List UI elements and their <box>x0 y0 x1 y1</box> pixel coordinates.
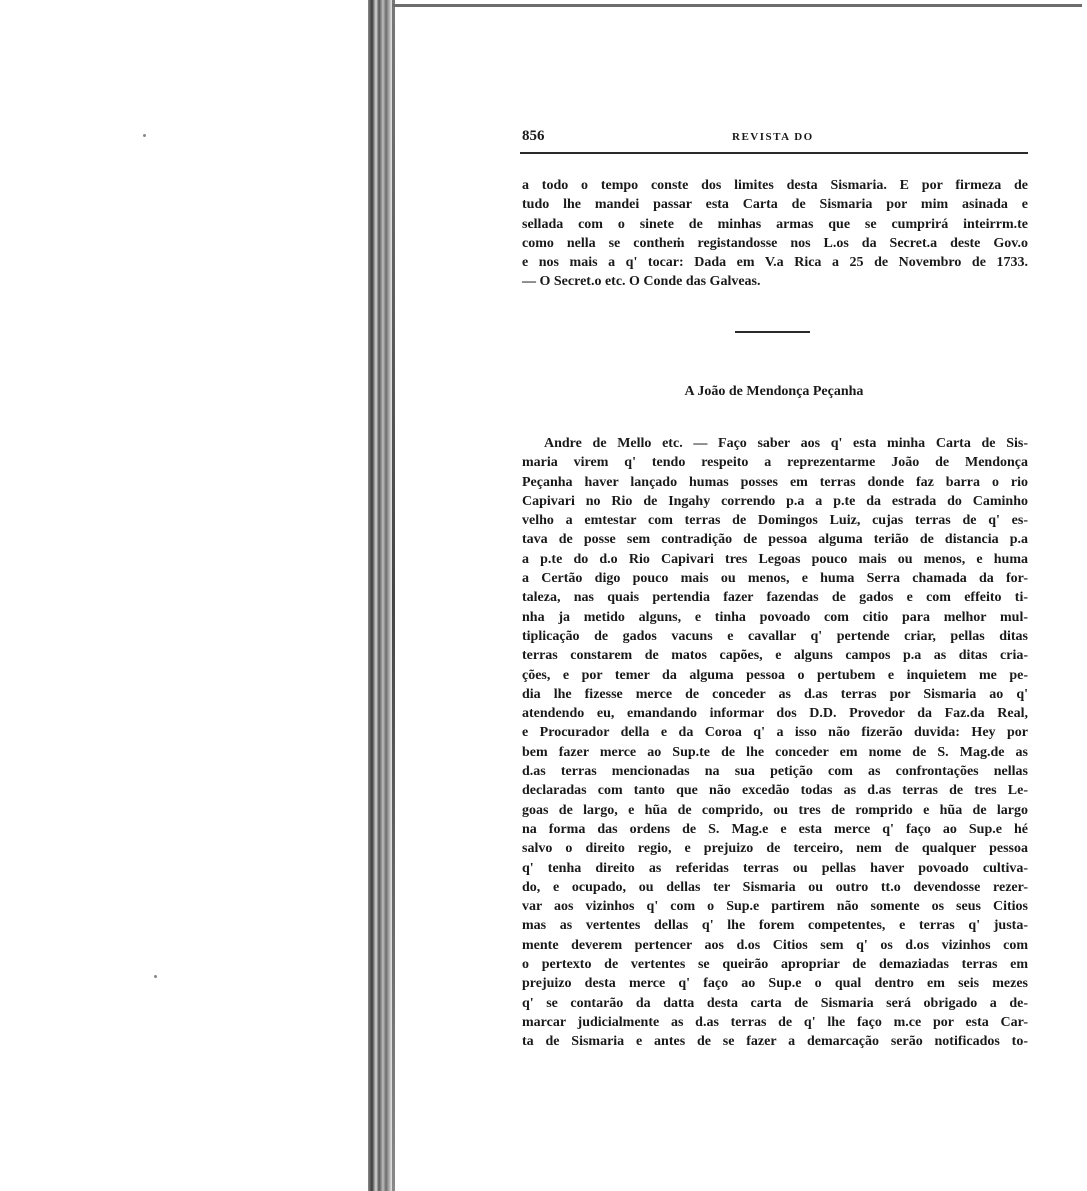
text-line: var aos vizinhos q' com o Sup.e partirem não somente os seus Citios <box>522 899 1028 915</box>
body-paragraph <box>522 434 1028 1052</box>
text-line: velho a emtestar com terras de Domingos Luiz, cujas terras de q' es- <box>522 513 1028 529</box>
page-number: 856 <box>522 128 545 144</box>
page-speck <box>154 975 157 978</box>
closing-paragraph <box>522 176 1028 292</box>
text-line: do, e ocupado, ou dellas ter Sismaria ou outro tt.o devendosse rezer- <box>522 879 1028 895</box>
text-line: Andre de Mello etc. — Faço saber aos q' esta minha Carta de Sis- <box>544 436 1028 451</box>
text-line: ções, e por temer da alguma pessoa o pertubem e inquietem me pe- <box>522 667 1028 683</box>
book-gutter <box>368 0 392 1191</box>
text-line: dia lhe fizesse merce de conceder as d.as terras por Sismaria ao q' <box>522 686 1028 702</box>
text-line: ta de Sismaria e antes de se fazer a demarcação serão notificados to- <box>522 1034 1028 1050</box>
text-line: q' tenha direito as referidas terras ou pellas haver povoado cultiva- <box>522 860 1028 876</box>
text-line: declaradas com tanto que não excedão todas as d.as terras de tres Le- <box>522 783 1028 799</box>
text-line: o pertexto de vertentes se queirão apropriar de demaziadas terras em <box>522 957 1028 973</box>
text-line: Peçanha haver lançado humas posses em terras donde faz barra o rio <box>522 474 1028 490</box>
header-rule <box>520 152 1028 154</box>
text-line: como nella se contheṁ registandosse nos L.os da Secret.a deste Gov.o <box>522 235 1028 251</box>
text-line: q' se contarão da datta desta carta de Sismaria será obrigado a de- <box>522 995 1028 1011</box>
text-line: — O Secret.o etc. O Conde das Galveas. <box>522 274 761 290</box>
text-line: na forma das ordens de S. Mag.e e esta merce q' faço ao Sup.e hé <box>522 821 1028 837</box>
page-edge-line <box>392 0 395 1191</box>
text-line: atendendo eu, emandando informar dos D.D. Provedor da Faz.da Real, <box>522 706 1028 722</box>
text-line: a Certão digo pouco mais ou menos, e huma Serra chamada da for- <box>522 571 1028 587</box>
section-heading: A João de Mendonça Peçanha <box>684 384 864 399</box>
text-line: taleza, nas quais pertendia fazer fazendas de gados e com effeito ti- <box>522 590 1028 606</box>
text-line: e Procurador della e da Coroa q' a isso não fizerão duvida: Hey por <box>522 725 1028 741</box>
text-line: d.as terras mencionadas na sua petição com as confrontações nellas <box>522 764 1028 780</box>
text-line: nha ja metido alguns, e tinha povoado com citio para melhor mul- <box>522 609 1028 625</box>
text-line: maria virem q' tendo respeito a reprezentarme João de Mendonça <box>522 455 1028 471</box>
page-top-edge <box>392 4 1082 7</box>
text-line: e nos mais a q' tocar: Dada em V.a Rica a 25 de Novembro de 1733. <box>522 255 1028 271</box>
running-head <box>520 128 1030 150</box>
running-title: REVISTA DO <box>732 131 814 143</box>
left-facing-page-margin <box>0 0 368 1191</box>
text-line: terras constarem de matos capões, e alguns campos p.a as ditas cria- <box>522 648 1028 664</box>
text-line: goas de largo, e hũa de comprido, ou tres de romprido e hũa de largo <box>522 802 1028 818</box>
text-line: Capivari no Rio de Ingahy correndo p.a a p.te da estrada do Caminho <box>522 493 1028 509</box>
text-line: prejuizo desta merce q' faço ao Sup.e o qual dentro em seis mezes <box>522 976 1028 992</box>
text-line: sellada com o sinete de minhas armas que se cumprirá inteirrm.te <box>522 216 1028 232</box>
text-line: a todo o tempo conste dos limites desta Sismaria. E por firmeza de <box>522 178 1028 193</box>
page-speck <box>143 134 146 137</box>
text-line: bem fazer merce ao Sup.te de lhe conceder em nome de S. Mag.de as <box>522 744 1028 760</box>
text-line: mente deverem pertencer aos d.os Citios sem q' os d.os vizinhos com <box>522 937 1028 953</box>
text-line: salvo o direito regio, e prejuizo de terceiro, nem de qualquer pessoa <box>522 841 1028 857</box>
section-separator <box>735 331 810 333</box>
text-line: tudo lhe mandei passar esta Carta de Sismaria por mim asinada e <box>522 197 1028 213</box>
text-line: mas as vertentes dellas q' lhe forem competentes, e terras q' justa- <box>522 918 1028 934</box>
text-line: tava de posse sem contradição de pessoa alguma terião de distancia p.a <box>522 532 1028 548</box>
text-line: marcar judicialmente as d.as terras de q' lhe faço m.ce por esta Car- <box>522 1014 1028 1030</box>
text-line: a p.te do d.o Rio Capivari tres Legoas pouco mais ou menos, e huma <box>522 551 1028 567</box>
text-line: tiplicação de gados vacuns e cavallar q' pertende criar, pellas ditas <box>522 628 1028 644</box>
document-page <box>520 128 1030 1050</box>
